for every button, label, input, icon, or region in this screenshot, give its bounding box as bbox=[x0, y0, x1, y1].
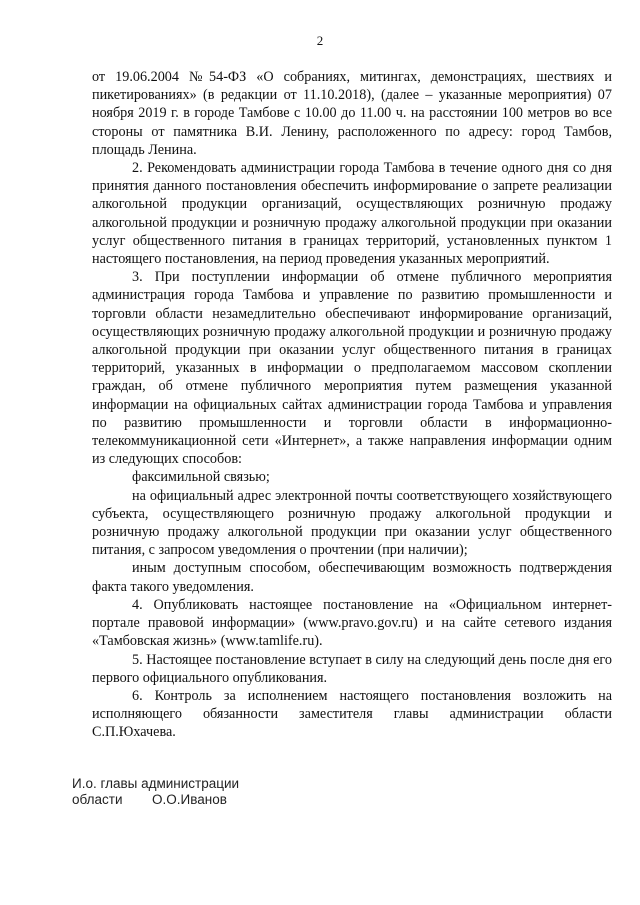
paragraph-6: 6. Контроль за исполнением настоящего постановления возложить на исполняющего обязанности заместителя главы администрации области С.П.Юхачева. bbox=[92, 687, 612, 741]
paragraph-4: 4. Опубликовать настоящее постановление на «Официальном интернет-портале правовой информации» (www.pravo.gov.ru) и на сайте сетевого издания «Тамбовская жизнь» (www.tamlife.ru). bbox=[92, 596, 612, 650]
signature-title: И.о. главы администрации bbox=[72, 776, 240, 791]
signature-post: области bbox=[72, 792, 123, 807]
paragraph-3: 3. При поступлении информации об отмене публичного мероприятия администрация города Тамбова и управление по развитию промышленности и торговли области незамедлительно обеспечивают информирование организаций, осуществляющих розничную продажу алкогольной продукции и розничную продажу алкогольной продукции при оказании услуг общественного питания в границах территорий, указанных в информации о предполагаемом массовом скоплении граждан, об отмене публичного мероприятия путем размещения указанной информации на официальных сайтах администрации города Тамбова и управления по развитию промышленности и торговли области в информационно-телекоммуникационной сети «Интернет», а также направления информации одним из следующих способов: bbox=[92, 269, 612, 468]
paragraph-2: 2. Рекомендовать администрации города Тамбова в течение одного дня со дня принятия данного постановления обеспечить информирование о запрете реализации алкогольной продукции организаций, осуществляющих розничную продажу алкогольной продукции и розничную продажу алкогольной продукции при оказании услуг общественного питания в границах территорий, установленных пунктом 1 настоящего постановления, на период проведения указанных мероприятий. bbox=[92, 160, 612, 268]
document-body bbox=[92, 68, 612, 742]
page-number: 2 bbox=[316, 33, 324, 48]
signature-block bbox=[72, 776, 239, 808]
method-fax: факсимильной связью; bbox=[132, 469, 270, 486]
paragraph-5: 5. Настоящее постановление вступает в силу на следующий день после дня его первого официального опубликования. bbox=[92, 651, 612, 686]
signature-line bbox=[72, 792, 239, 808]
method-email: на официальный адрес электронной почты соответствующего хозяйствующего субъекта, осуществляющего розничную продажу алкогольной продукции и розничную продажу алкогольной продукции при оказании услуг общественного питания, с запросом уведомления о прочтении (при наличии); bbox=[92, 487, 612, 559]
paragraph-1-continuation: от 19.06.2004 №54-ФЗ «О собраниях, митингах, демонстрациях, шествиях и пикетированиях» (в редакции от 11.10.2018), (далее – указанные мероприятия) 07 ноября 2019 г. в городе Тамбове с 10.00 до 11.00 ч. на расстоянии 100 метров во все стороны от памятника В.И. Ленину, расположенного по адресу: город Тамбов, площадь Ленина. bbox=[92, 69, 612, 158]
signature-name: О.О.Иванов bbox=[152, 792, 227, 807]
method-other: иным доступным способом, обеспечивающим возможность подтверждения факта такого уведомления. bbox=[92, 560, 612, 595]
